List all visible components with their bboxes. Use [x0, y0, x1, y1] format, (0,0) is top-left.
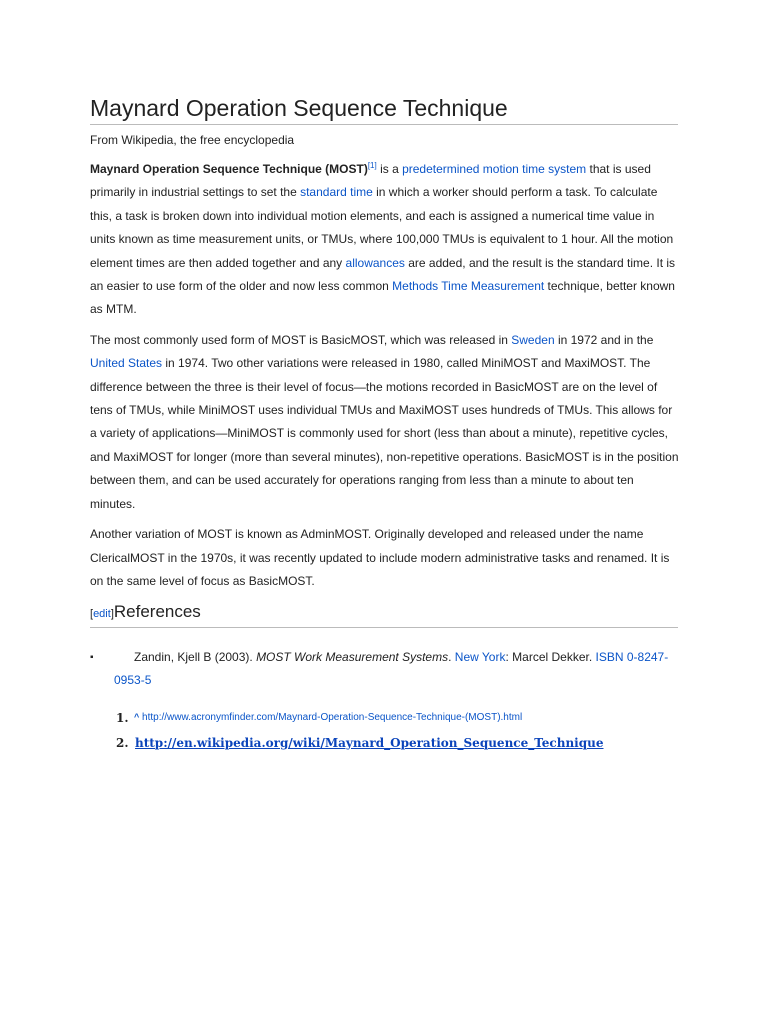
reference-bullet-item [90, 646, 680, 693]
back-caret-link[interactable]: ^ [134, 712, 140, 722]
list-number: 2. [116, 736, 129, 750]
text-span: : Marcel Dekker. [505, 650, 596, 664]
list-item [90, 708, 680, 733]
list-item [90, 733, 680, 758]
link-new-york[interactable]: New York [454, 650, 506, 664]
text-span: that is used primarily in industrial settings to set the [90, 162, 651, 200]
link-isbn[interactable]: ISBN 0-8247-0953-5 [114, 650, 669, 688]
reference-text [90, 646, 680, 693]
text-span: The most commonly used form of MOST is BasicMOST, which was released in [90, 332, 512, 347]
edit-bracket-open: [ [90, 608, 94, 620]
paragraph-intro [90, 158, 680, 322]
link-predetermined-motion-time-system[interactable]: predetermined motion time system [402, 162, 587, 176]
link-standard-time[interactable]: standard time [300, 185, 373, 200]
edit-section [90, 608, 114, 620]
link-united-states[interactable]: United States [90, 356, 163, 371]
numbered-references [90, 708, 680, 758]
references-title: References [113, 602, 201, 621]
edit-link[interactable]: edit [93, 608, 111, 620]
citation-link-1[interactable]: [1] [367, 161, 377, 170]
text-span: is a [376, 162, 403, 176]
text-span: in which a worker should perform a task. To calculate this, a task is broken down into individual motion elements, and each is assigned a numerical time value in units known as time measurement units, or TMUs, where 100,000 TMUs is equivalent to 1 hour. All the motion element times are then added together and any [90, 185, 674, 270]
reference-url-link[interactable]: http://en.wikipedia.org/wiki/Maynard_Operation_Sequence_Technique [135, 736, 604, 750]
references-heading [90, 596, 678, 628]
reference-url-link[interactable]: http://www.acronymfinder.com/Maynard-Operation-Sequence-Technique-(MOST).html [142, 712, 523, 723]
page-title: Maynard Operation Sequence Technique [90, 94, 678, 125]
link-allowances[interactable]: allowances [345, 255, 405, 270]
edit-bracket-close: ] [110, 608, 114, 620]
paragraph-variants [90, 329, 680, 516]
text-span: in 1972 and in the [554, 332, 654, 347]
paragraph-adminmost: Another variation of MOST is known as AdminMOST. Originally developed and released under the name ClericalMOST in the 1970s, it was recently updated to include modern administrative tasks and renamed. It is on the same level of focus as BasicMOST. [90, 527, 670, 588]
text-span: technique, better known as MTM. [90, 279, 675, 317]
text-span: in 1974. Two other variations were released in 1980, called MiniMOST and MaxiMOST. The difference between the three is their level of focus—the motions recorded in BasicMOST are on the level of tens of TMUs, while MiniMOST uses individual TMUs and MaxiMOST uses hundreds of TMUs. This allows for a variety of applications—MiniMOST is commonly used for short (less than about a minute), repetitive cycles, and MaxiMOST for longer (more than several minutes), non-repetitive operations. BasicMOST is in the position between them, and can be used accurately for operations ranging from less than a minute to about ten minutes. [90, 356, 679, 511]
text-span: are added, and the result is the standard time. It is an easier to use form of the older and now less common [90, 255, 676, 294]
text-span: Zandin, Kjell B (2003). [134, 650, 257, 664]
reference-book-title: MOST Work Measurement Systems [256, 650, 449, 664]
article-body [90, 158, 680, 600]
reference-1 [134, 712, 522, 723]
bullet-icon: ▪ [90, 652, 94, 663]
list-number: 1. [116, 711, 129, 725]
text-span: . [448, 650, 455, 664]
link-sweden[interactable]: Sweden [511, 332, 555, 347]
lead-term: Maynard Operation Sequence Technique (MOST) [90, 162, 368, 176]
link-methods-time-measurement[interactable]: Methods Time Measurement [392, 279, 545, 294]
tagline: From Wikipedia, the free encyclopedia [90, 133, 295, 147]
